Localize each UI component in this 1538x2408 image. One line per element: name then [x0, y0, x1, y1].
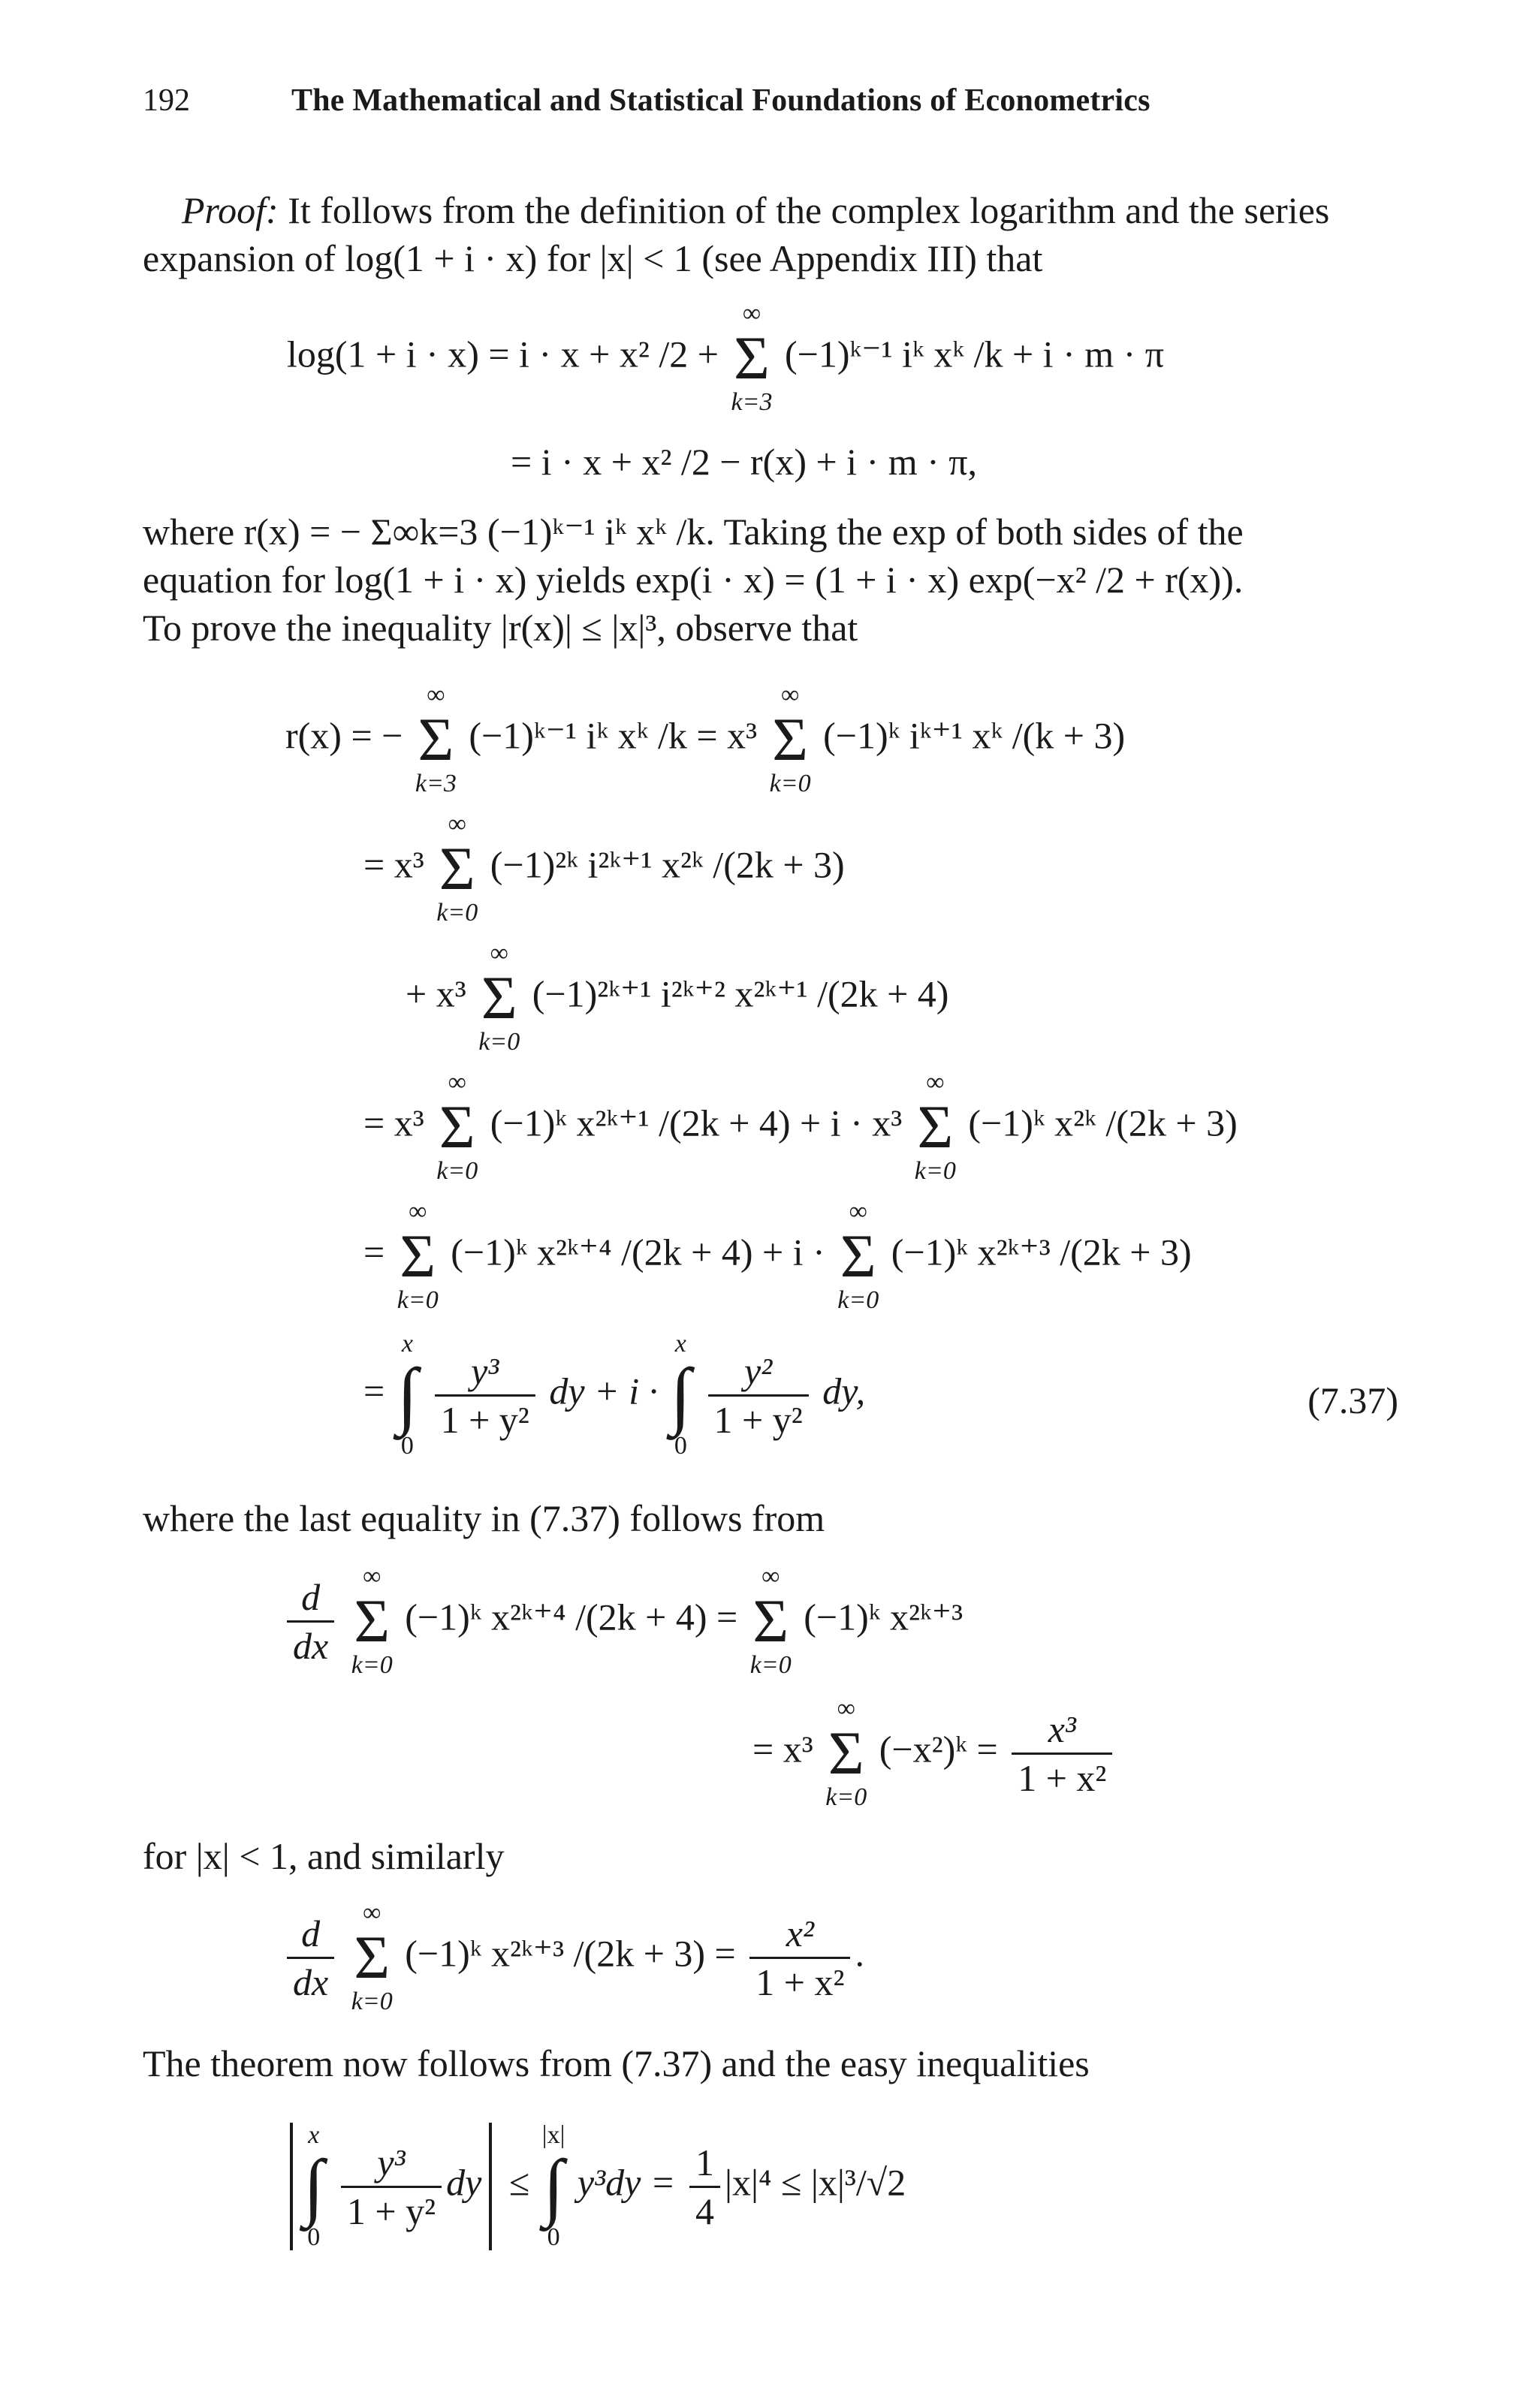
eq2-line4: = x³ ∞ Σ k=0 (−1)ᵏ x²ᵏ⁺¹ /(2k + 4) + i · x³ ∞ Σ k=0 (−1)ᵏ x²ᵏ /(2k + 3): [363, 1068, 1238, 1185]
paragraph-4: [143, 1832, 1398, 1880]
sum-symbol: ∞ Σ k=3: [731, 300, 773, 416]
para2-line3: To prove the inequality |r(x)| ≤ |x|³, observe that: [143, 607, 858, 649]
equation-number: (7.37): [1307, 1379, 1398, 1421]
para2-line2: equation for log(1 + i · x) yields exp(i · x) = (1 + i · x) exp(−x² /2 + r(x)).: [143, 559, 1244, 601]
eq3-line2: = x³ ∞ Σ k=0 (−x²)ᵏ = $\frac{\text{x³}}{\text{1 + x²}}$: [752, 1695, 1117, 1811]
para4-line1: for |x| < 1, and similarly: [143, 1835, 505, 1877]
eq2-line5: = ∞ Σ k=0 (−1)ᵏ x²ᵏ⁺⁴ /(2k + 4) + i · ∞ Σ k=0 (−1)ᵏ x²ᵏ⁺³ /(2k + 3): [363, 1198, 1192, 1314]
para2-line1: where r(x) = − Σ∞k=3 (−1)ᵏ⁻¹ iᵏ xᵏ /k. Taking the exp of both sides of the: [143, 511, 1244, 553]
eq2-line2: = x³ ∞ Σ k=0 (−1)²ᵏ i²ᵏ⁺¹ x²ᵏ /(2k + 3): [363, 810, 845, 927]
equation-log-expansion: [287, 300, 1164, 416]
book-title: The Mathematical and Statistical Foundations of Econometrics: [291, 83, 1150, 118]
proof-text-1: It follows from the definition of the complex logarithm and the series: [288, 189, 1330, 231]
proof-text-2: expansion of log(1 + i · x) for |x| < 1 (see Appendix III) that: [143, 237, 1043, 279]
proof-label: Proof:: [182, 189, 279, 231]
eq2-line1: r(x) = − ∞ Σ k=3 (−1)ᵏ⁻¹ iᵏ xᵏ /k = x³ ∞ Σ k=0 (−1)ᵏ iᵏ⁺¹ xᵏ /(k + 3): [285, 681, 1126, 797]
equation-log-line2: = i · x + x² /2 − r(x) + i · m · π,: [511, 441, 977, 483]
eq2-line6: = x ∫ 0 $\frac{\text{y³}}{\text{1 + y²}}$ dy + i · x ∫ 0 $\frac{\text{y²}}{\text{1 + y²}}$ dy,: [363, 1330, 866, 1460]
eq5: x ∫ 0 $\frac{\text{y³}}{\text{1 + y²}}$ dy ≤ |x| ∫ 0 y³dy = $\frac{1}{4}$ |x|⁴ ≤ |x|³/√2: [282, 2122, 906, 2251]
para3-line1: where the last equality in (7.37) follows from: [143, 1497, 825, 1539]
proof-paragraph: [143, 186, 1398, 282]
eq1-lhs: log(1 + i · x) = i · x + x² /2 +: [287, 333, 719, 375]
eq3-line1: $\frac{d}{dx}$ ∞ Σ k=0 (−1)ᵏ x²ᵏ⁺⁴ /(2k + 4) = ∞ Σ k=0 (−1)ᵏ x²ᵏ⁺³: [282, 1563, 963, 1679]
eq2-line3: + x³ ∞ Σ k=0 (−1)²ᵏ⁺¹ i²ᵏ⁺² x²ᵏ⁺¹ /(2k + 4): [406, 939, 949, 1056]
eq4: $\frac{d}{dx}$ ∞ Σ k=0 (−1)ᵏ x²ᵏ⁺³ /(2k + 3) = $\frac{\text{x²}}{\text{1 + x²}}$ .: [282, 1900, 864, 2015]
paragraph-3: [143, 1494, 1398, 1542]
eq1-rhs: (−1)ᵏ⁻¹ iᵏ xᵏ /k + i · m · π: [785, 333, 1165, 375]
page-number: 192: [143, 83, 190, 118]
paragraph-5: [143, 2039, 1398, 2087]
paragraph-2: [143, 508, 1398, 652]
para5-line1: The theorem now follows from (7.37) and the easy inequalities: [143, 2042, 1090, 2084]
